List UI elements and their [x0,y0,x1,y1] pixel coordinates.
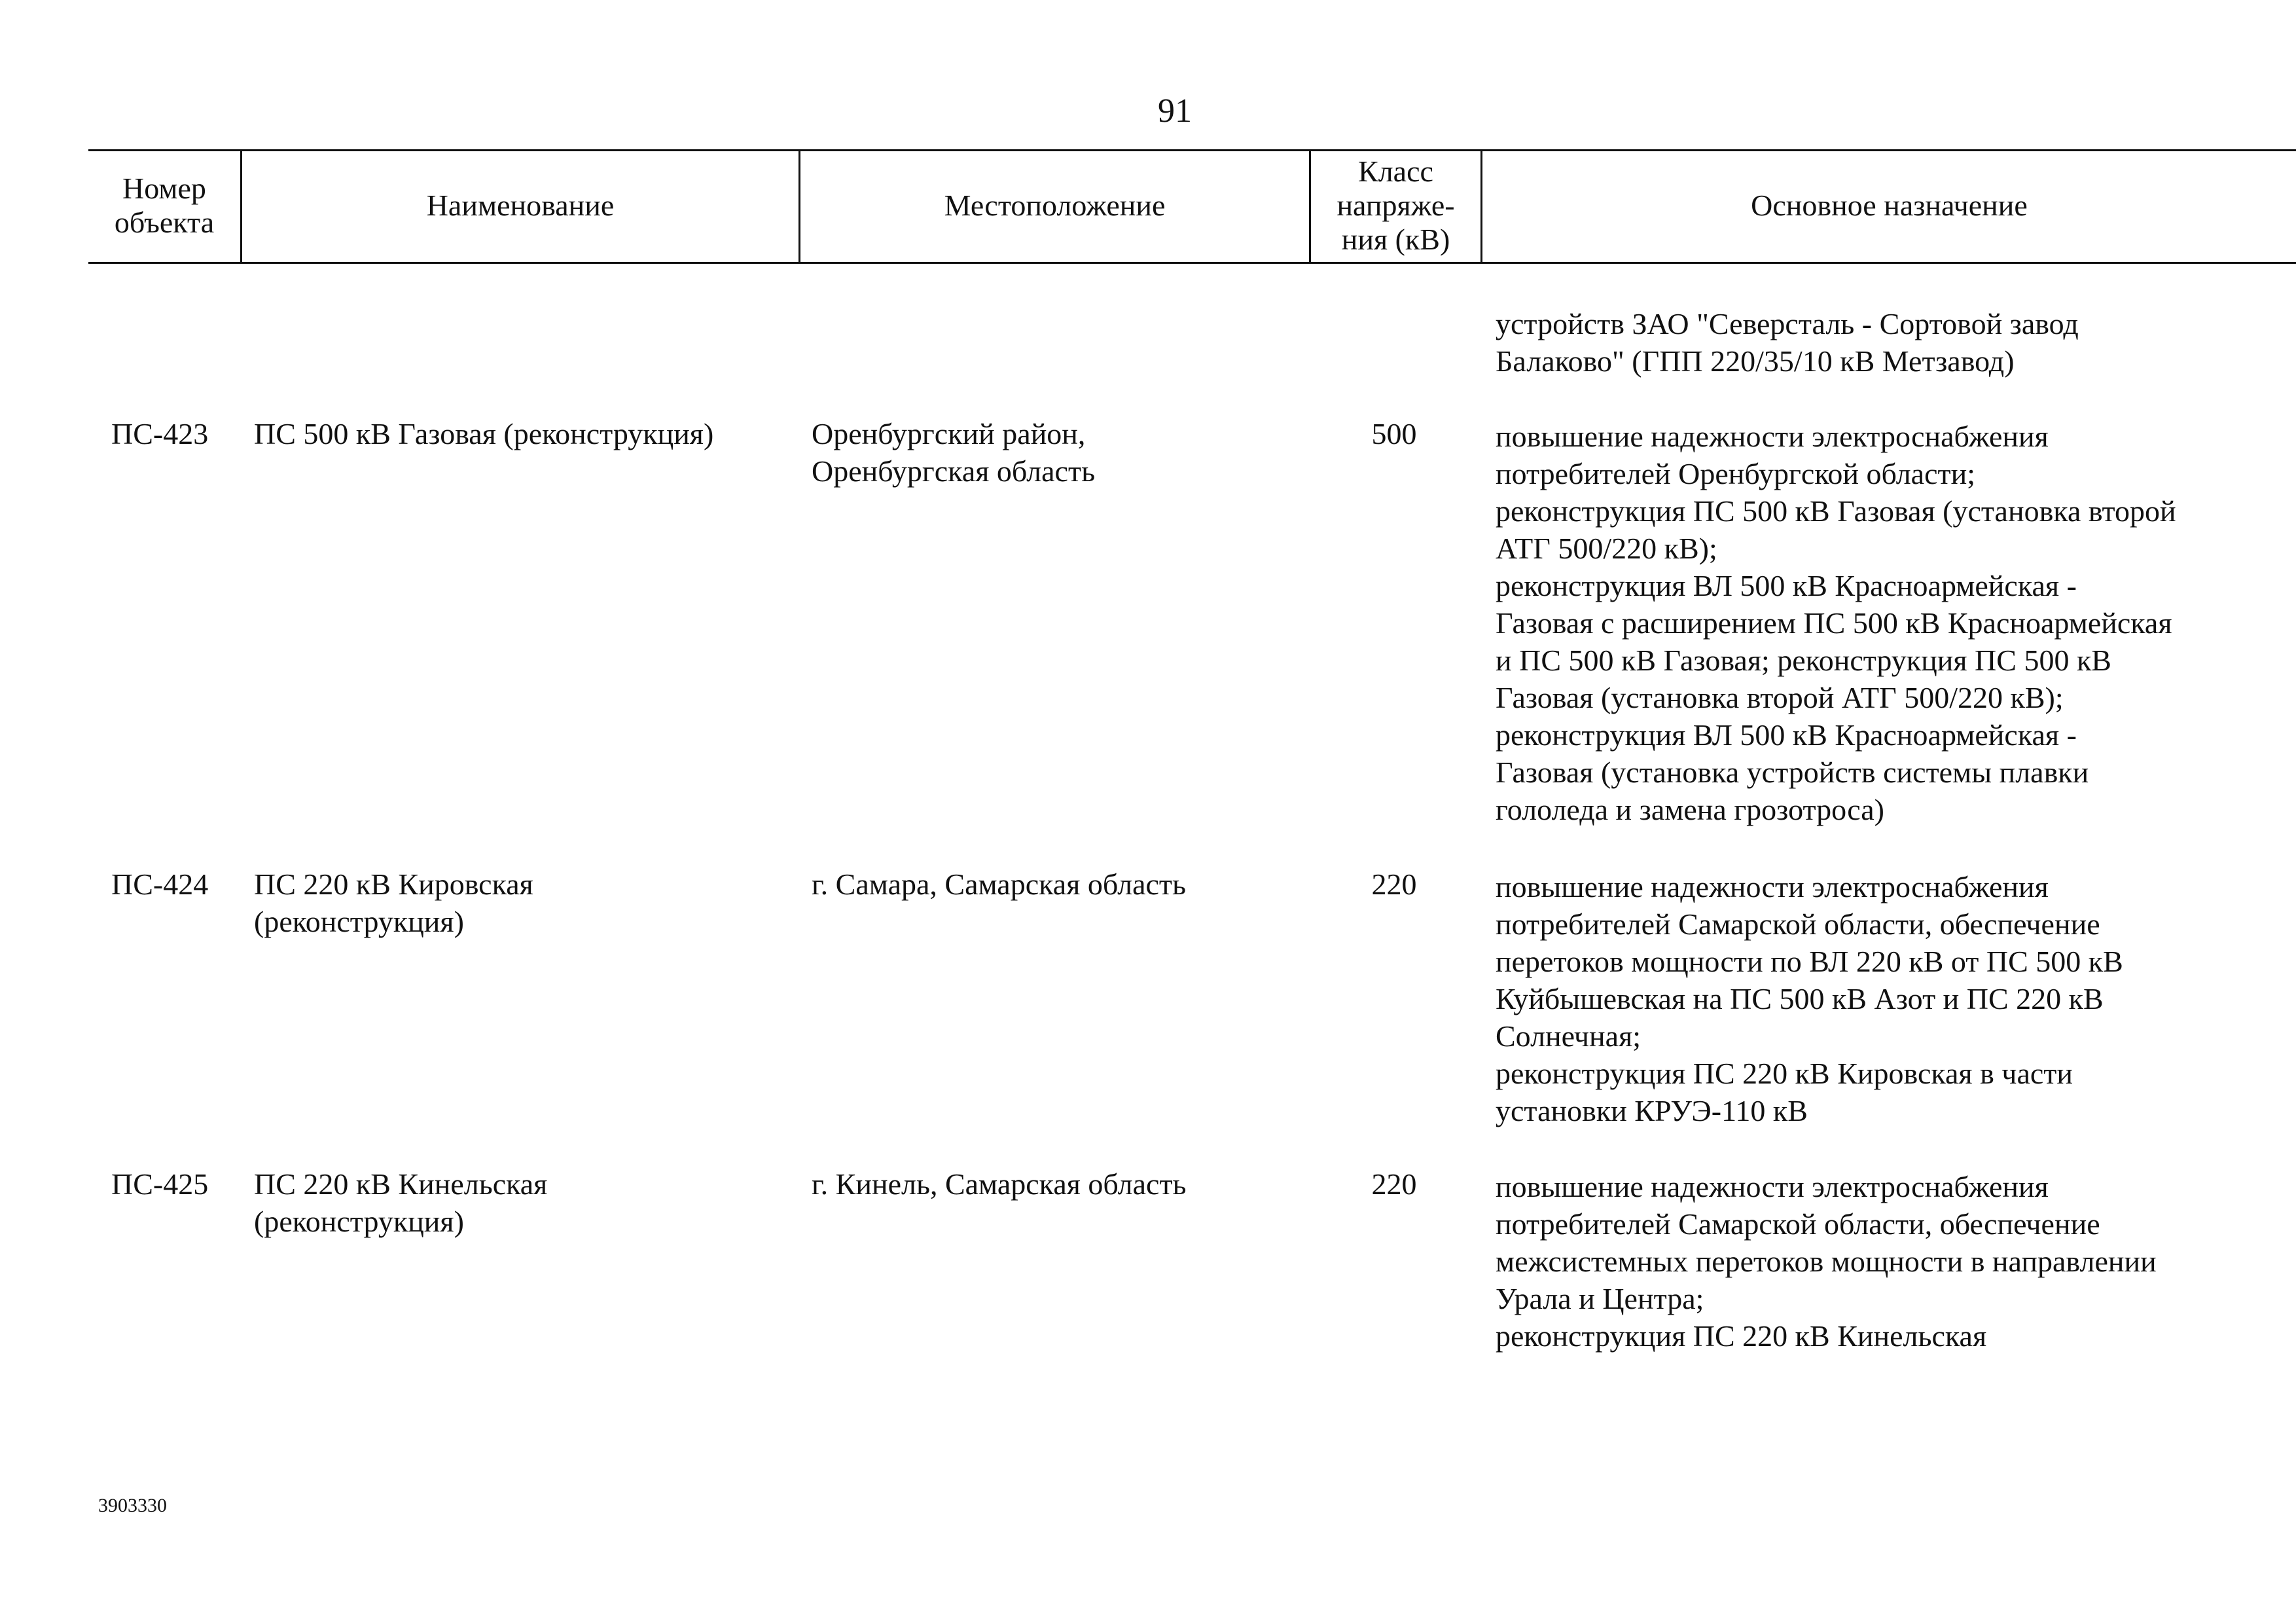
row-voltage: 500 [1371,417,1417,450]
row-object-name: ПС 500 кВ Газовая (реконструкция) [254,417,714,450]
document-code: 3903330 [98,1495,167,1516]
row-location: г. Самара, Самарская область [812,867,1186,901]
header-name-label: Наименование [426,189,615,222]
header-voltage-line: ния (кВ) [1341,223,1450,256]
row-object-number: ПС-425 [111,1167,209,1201]
header-name [242,149,798,262]
table-header-bottom-rule [88,262,2296,264]
header-voltage-line: Класс [1358,155,1433,188]
header-purpose-label: Основное назначение [1751,189,2028,222]
header-location [800,149,1309,262]
row-voltage: 220 [1371,867,1417,901]
row-voltage: 220 [1371,1167,1417,1201]
row-purpose: повышение надежности электроснабжения потребителей Самарской области, обеспечение межсистемных перетоков мощности в направлении Урала и Центра; реконструкция ПС 220 кВ Кинельская [1496,1170,2157,1353]
row-object-name: ПС 220 кВ Кировская (реконструкция) [254,867,533,938]
header-location-label: Местоположение [944,189,1166,222]
header-voltage-line: напряже- [1336,189,1455,222]
header-object-number-line: объекта [114,206,215,239]
header-object-number [88,149,240,262]
continuation-purpose-text: устройств ЗАО "Северсталь - Сортовой завод Балаково" (ГПП 220/35/10 кВ Метзавод) [1496,307,2079,378]
header-voltage-class [1311,149,1480,262]
row-object-name: ПС 220 кВ Кинельская (реконструкция) [254,1167,548,1238]
row-location: г. Кинель, Самарская область [812,1167,1187,1201]
row-location: Оренбургский район, Оренбургская область [812,417,1096,488]
row-object-number: ПС-423 [111,417,209,450]
row-purpose: повышение надежности электроснабжения потребителей Оренбургской области; реконструкция ПС 500 кВ Газовая (установка второй АТГ 500/220 кВ); реконструкция ВЛ 500 кВ Красноармейская - Газовая с расширением ПС 500 кВ Красноармейская и ПС 500 кВ Газовая; реконструкция ПС 500 кВ Газовая (установка второй АТГ 500/220 кВ); реконструкция ВЛ 500 кВ Красноармейская - Газовая (установка устройств системы плавки гололеда и замена грозотроса) [1496,420,2176,826]
header-object-number-line: Номер [122,172,206,205]
row-purpose: повышение надежности электроснабжения потребителей Самарской области, обеспечение перетоков мощности по ВЛ 220 кВ от ПС 500 кВ Куйбышевская на ПС 500 кВ Азот и ПС 220 кВ Солнечная; реконструкция ПС 220 кВ Кировская в части установки КРУЭ-110 кВ [1496,870,2123,1127]
page-number: 91 [1158,92,1192,130]
row-object-number: ПС-424 [111,867,209,901]
header-purpose [1482,149,2296,262]
